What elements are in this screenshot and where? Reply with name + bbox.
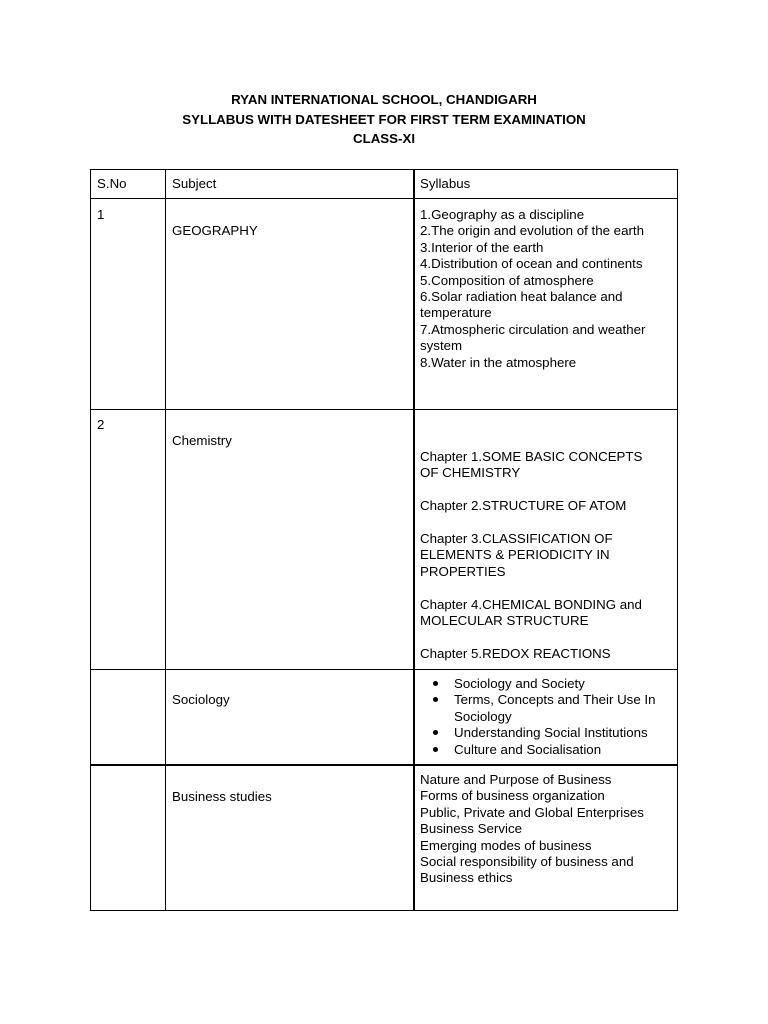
- syllabus-item: 6.Solar radiation heat balance and temperature: [420, 289, 623, 321]
- syllabus-item: Chapter 5.REDOX REACTIONS: [420, 645, 611, 661]
- syllabus-item: Nature and Purpose of Business: [420, 772, 612, 787]
- syllabus-table: [90, 169, 678, 911]
- header-divider: [90, 198, 678, 199]
- syllabus-item: Chapter 3.CLASSIFICATION OF ELEMENTS & PERIODICITY IN PROPERTIES: [420, 531, 613, 579]
- row-3-syllabus: [430, 676, 684, 758]
- syllabus-bullet-item: Sociology and Society: [430, 676, 684, 692]
- syllabus-item: 3.Interior of the earth: [420, 239, 544, 255]
- row-1-sno: 1: [97, 207, 105, 222]
- syllabus-bullet-item: Terms, Concepts and Their Use In Sociology: [430, 692, 684, 725]
- row-4-subject: Business studies: [172, 789, 272, 804]
- syllabus-item: Social responsibility of business and Business ethics: [420, 854, 634, 886]
- column-header-subject: Subject: [172, 176, 217, 191]
- syllabus-item: Emerging modes of business: [420, 837, 592, 853]
- table-border-left: [90, 169, 91, 911]
- syllabus-bullet-item: Understanding Social Institutions: [430, 725, 684, 741]
- document-title: SYLLABUS WITH DATESHEET FOR FIRST TERM EXAMINATION: [182, 112, 586, 127]
- syllabus-item: 2.The origin and evolution of the earth: [420, 223, 644, 239]
- row-2-syllabus: [420, 449, 660, 662]
- column-header-sno: S.No: [97, 176, 127, 191]
- syllabus-item: 8.Water in the atmosphere: [420, 354, 577, 370]
- syllabus-item: Chapter 1.SOME BASIC CONCEPTS OF CHEMISTRY: [420, 449, 643, 481]
- row-1-subject: GEOGRAPHY: [172, 223, 258, 238]
- syllabus-item: Chapter 4.CHEMICAL BONDING and MOLECULAR STRUCTURE: [420, 596, 642, 629]
- row-divider-2: [90, 669, 678, 670]
- syllabus-item: Forms of business organization: [420, 788, 605, 804]
- column-divider-2: [413, 169, 415, 911]
- syllabus-item: 5.Composition of atmosphere: [420, 272, 594, 288]
- row-2-subject: Chemistry: [172, 433, 232, 448]
- syllabus-item: Chapter 2.STRUCTURE OF ATOM: [420, 498, 627, 514]
- class-label: CLASS-XI: [352, 131, 416, 146]
- table-border-right: [677, 169, 678, 911]
- row-2-sno: 2: [97, 417, 105, 432]
- syllabus-item: 1.Geography as a discipline: [420, 207, 585, 222]
- table-border-bottom: [90, 910, 678, 911]
- syllabus-item: 4.Distribution of ocean and continents: [420, 256, 643, 272]
- table-border-top: [90, 169, 678, 170]
- column-divider-1: [165, 169, 166, 911]
- syllabus-item: Public, Private and Global Enterprises: [420, 804, 644, 820]
- row-3-subject: Sociology: [172, 692, 230, 707]
- row-1-syllabus: [420, 207, 675, 371]
- syllabus-bullet-item: Culture and Socialisation: [430, 742, 684, 758]
- syllabus-item: 7.Atmospheric circulation and weather system: [420, 321, 646, 354]
- row-4-syllabus: [420, 772, 675, 887]
- column-header-syllabus: Syllabus: [420, 176, 471, 191]
- row-divider-3: [90, 764, 678, 766]
- row-divider-1: [90, 409, 678, 410]
- syllabus-item: Business Service: [420, 821, 522, 837]
- school-name: RYAN INTERNATIONAL SCHOOL, CHANDIGARH: [231, 92, 537, 107]
